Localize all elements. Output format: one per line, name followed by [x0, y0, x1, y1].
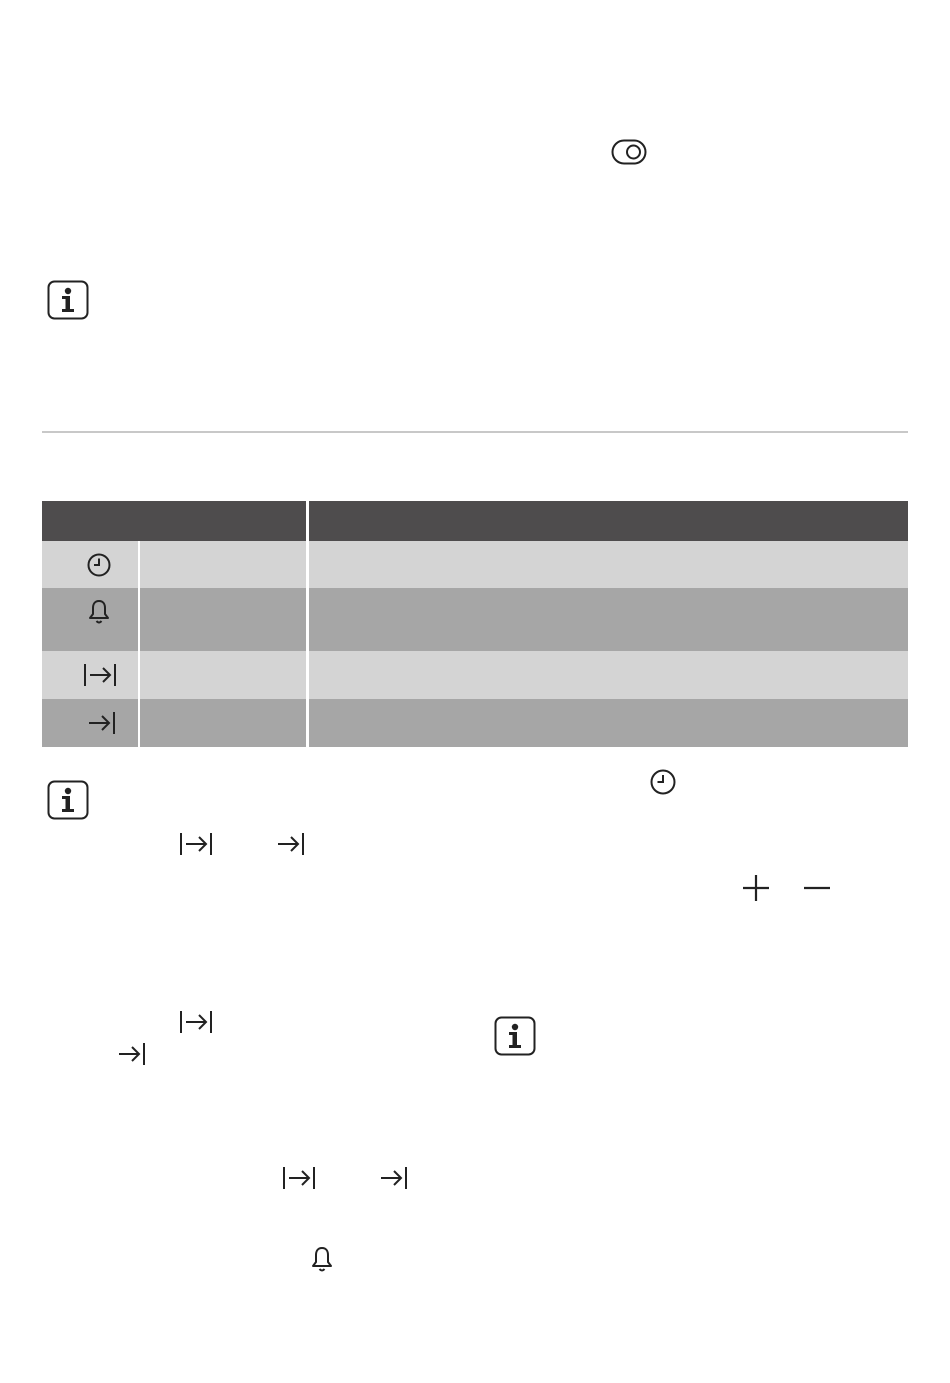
bell-icon — [310, 1245, 334, 1275]
plus-icon — [741, 873, 771, 903]
end-icon — [276, 831, 306, 857]
column-separator — [138, 541, 140, 747]
end-icon — [379, 1165, 409, 1191]
table-header-col2 — [309, 501, 908, 541]
on-off-toggle-icon — [611, 139, 647, 165]
duration-icon — [178, 831, 214, 857]
minus-icon — [803, 873, 831, 903]
info-icon — [494, 1016, 536, 1056]
duration-icon — [281, 1165, 317, 1191]
clock-icon — [86, 552, 112, 578]
duration-icon — [82, 662, 118, 688]
section-divider — [42, 431, 908, 433]
function-table — [42, 501, 908, 747]
table-row — [42, 699, 908, 747]
table-row — [42, 541, 908, 588]
duration-icon — [178, 1009, 214, 1035]
info-icon — [47, 280, 89, 320]
clock-icon — [649, 768, 677, 796]
end-icon — [87, 710, 117, 736]
table-row — [42, 651, 908, 699]
info-icon — [47, 780, 89, 820]
table-row — [42, 588, 908, 651]
end-icon — [117, 1041, 147, 1067]
column-separator — [306, 541, 309, 747]
table-header-col1 — [42, 501, 306, 541]
bell-icon — [87, 598, 111, 626]
